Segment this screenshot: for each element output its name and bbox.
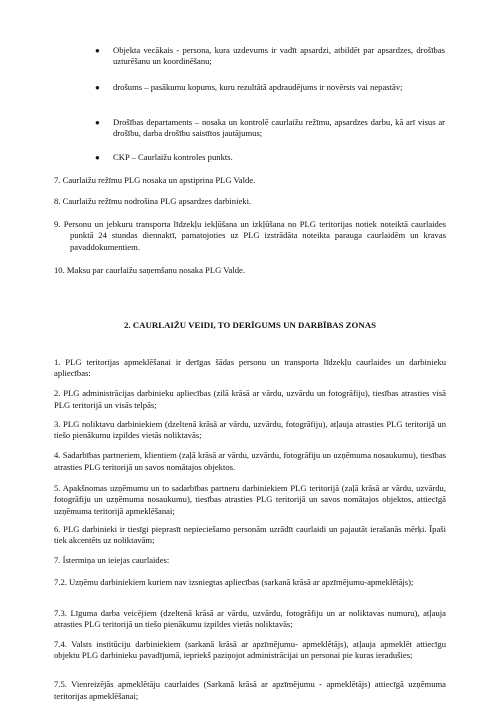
section-item: 7. Ístermiņa un ieiejas caurlaides:	[54, 555, 170, 566]
section-item: 3. PLG noliktavu darbiniekiem (dzeltenā krāsā ar vārdu, uzvārdu, fotogrāfiju), atļauja atrasties PLG teritorijā un tiešo pienākumu izpildes vietās noliktavās;	[54, 418, 446, 441]
numbered-item: 7. Caurlaižu režīmu PLG nosaka un apstiprina PLG Valde.	[54, 175, 256, 185]
bullet-dot-icon: ●	[95, 83, 100, 92]
bullet-dot-icon: ●	[95, 153, 100, 162]
bullet-dot-icon: ●	[95, 118, 100, 127]
section-item: 7.4. Valsts institūciju darbiniekiem (sarkanā krāsā ar apzīmējumu- apmeklētājs), atļauja apmeklēt attiecīgu objektu PLG darbinieku pavadījumā, iepriekš paziņojot administrācijai un personai pie kuras ieradušies;	[54, 638, 446, 661]
numbered-item: 8. Caurlaižu režīmu nodrošina PLG apsardzes darbinieki.	[54, 196, 252, 206]
section-item: 4. Sadarbības partneriem, klientiem (zaļā krāsā ar vārdu, uzvārdu, fotogrāfiju un uzņēmuma nosaukumu), tiesības atrasties PLG teritorijā un savos nomātajos objektos.	[54, 450, 446, 472]
bullet-item: Objekta vecākais - persona, kura uzdevums ir vadīt apsardzi, atbildēt par apsardzes, drošības uzturēšanu un koordinēšanu;	[113, 45, 445, 67]
bullet-dot-icon: ●	[95, 46, 100, 55]
section-item: 1. PLG teritorijas apmeklēšanai ir derīgas šādas personu un transporta līdzekļu caurlaides un darbinieku apliecības:	[54, 357, 446, 379]
section-item: 6. PLG darbinieki ir tiesīgi pieprasīt nepieciešamo personām uzrādīt caurlaidi un pajautāt ierašanās mērķi. Īpaši tiek akcentēts uz noliktavām;	[54, 524, 446, 546]
section-item: 7.2. Uzņēmu darbiniekiem kuriem nav izsniegtas apliecības (sarkanā krāsā ar apzīmējumu-apmeklētājs);	[54, 576, 414, 587]
numbered-item: 10. Maksu par caurlaižu saņemšanu nosaka PLG Valde.	[54, 265, 246, 275]
section-item: 5. Apakšnomas uzņēmumu un to sadarbības partneru darbiniekiem PLG teritorijā (zaļā krāsā ar vārdu, uzvārdu, fotogrāfiju un uzņēmuma nosaukumu), tiesības atrasties PLG teritorijā un savos nomātajos objektos, attiecīgā uzņēmuma teritorijā apmeklēšanai;	[54, 482, 446, 516]
bullet-item: drošums – pasākumu kopums, kuru rezultātā apdraudējums ir novērsts vai nepastāv;	[113, 82, 403, 92]
bullet-item: Drošības departaments – nosaka un kontrolē caurlaižu režīmu, apsardzes darbu, kā arī visus ar drošību, darba drošību saistītos jautājumus;	[113, 117, 445, 139]
section-item: 7.5. Vienreizējās apmeklētāju caurlaides (Sarkanā krāsā ar apzīmējumu - apmeklētājs) attiecīgā uzņēmuma teritorijas apmeklēšanai;	[54, 679, 446, 701]
bullet-item: CKP – Caurlaižu kontroles punkts.	[113, 152, 233, 162]
numbered-item: 9. Personu un jebkuru transporta līdzekļu iekļūšana un izkļūšana no PLG teritorijas notiek noteiktā caurlaides punktā 24 stundas diennaktī, pamatojoties uz PLG izstrādāta noteikta parauga caurlaidēm un kravas pavaddokumentiem.	[54, 219, 446, 252]
section-heading: 2. CAURLAIŽU VEIDI, TO DERĪGUMS UN DARBĪBAS ZONAS	[124, 320, 376, 330]
section-item: 7.3. Līguma darba veicējiem (dzeltenā krāsā ar vārdu, uzvārdu, fotogrāfiju un ar noliktavas numuru), atļauja atrasties PLG teritorijā un tiešo pienākumu izpildes vietās noliktavās;	[54, 607, 446, 629]
section-item: 2. PLG administrācijas darbinieku apliecības (zilā krāsā ar vārdu, uzvārdu un fotogrāfiju), tiesības atrasties visā PLG teritorijā un visās telpās;	[54, 388, 446, 410]
